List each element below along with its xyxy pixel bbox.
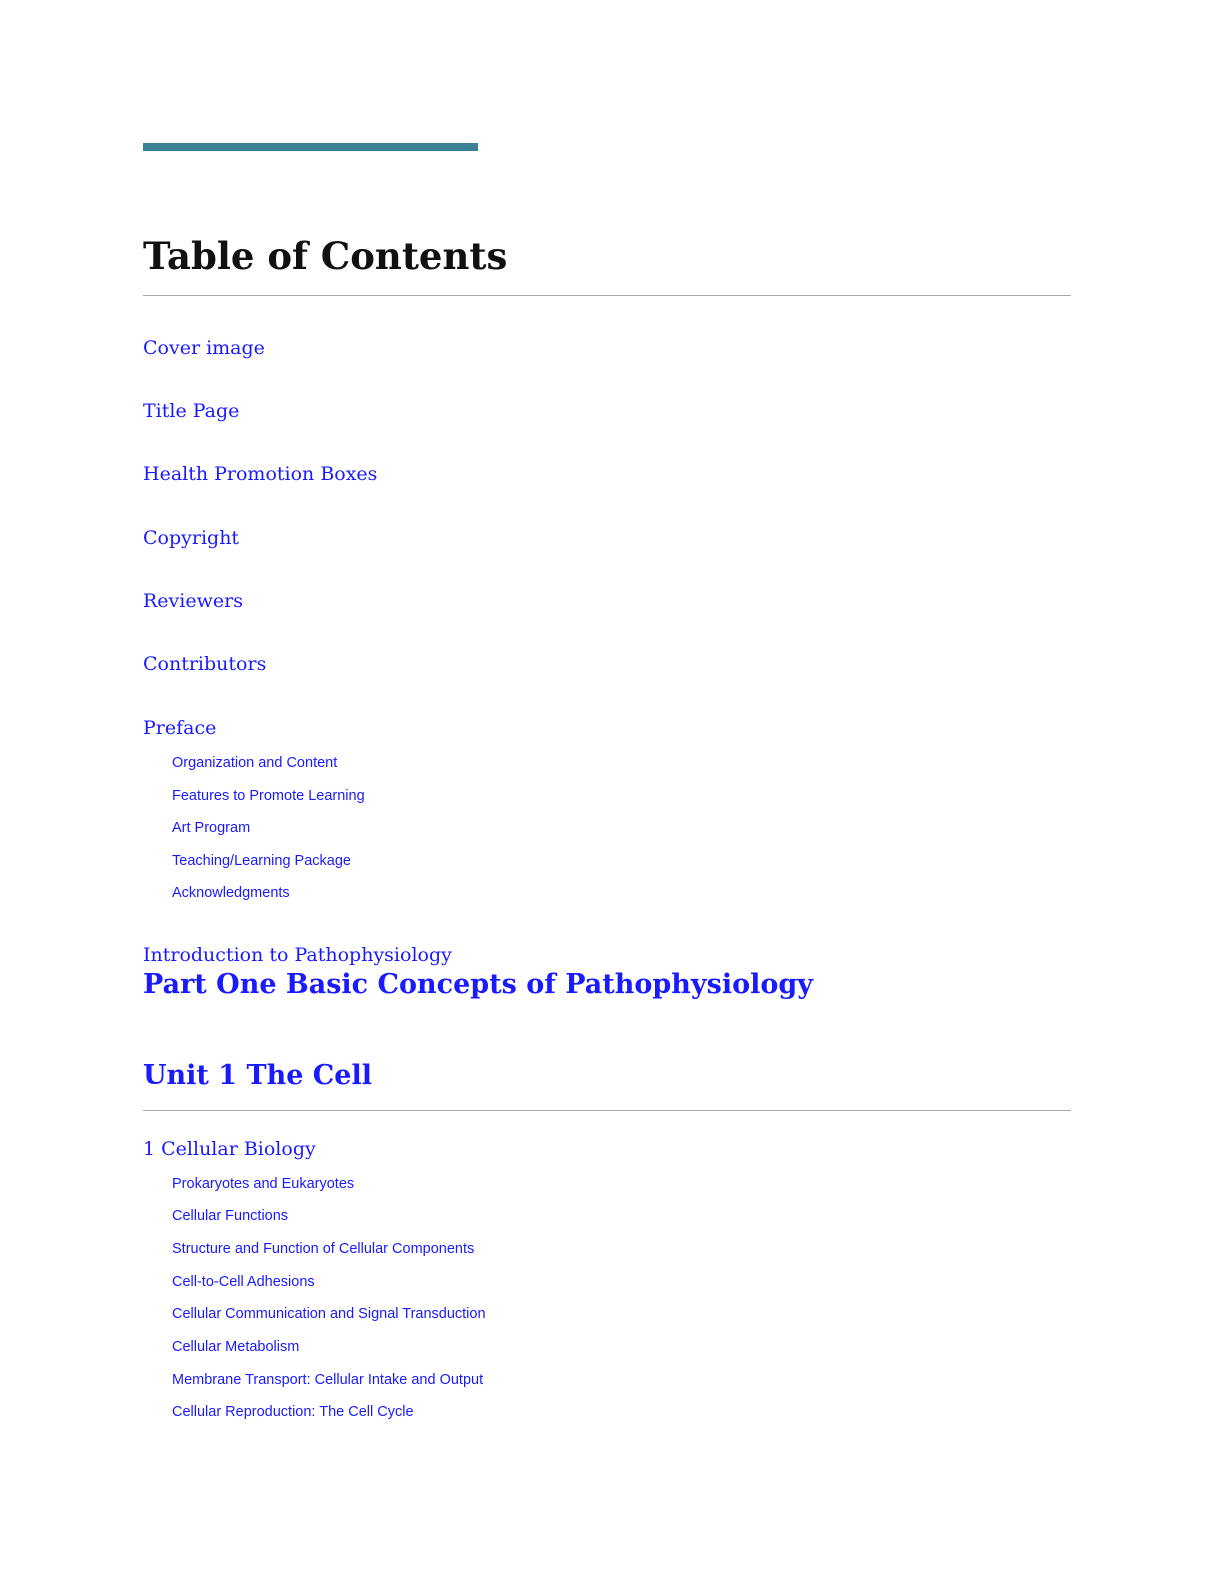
toc-link-reviewers[interactable]: Reviewers (143, 590, 243, 612)
toc-link-unit-1[interactable]: Unit 1 The Cell (143, 1060, 372, 1091)
toc-sublink-acknowledgments[interactable]: Acknowledgments (172, 885, 290, 901)
toc-link-chapter-1[interactable]: 1 Cellular Biology (143, 1138, 316, 1160)
toc-link-cover-image[interactable]: Cover image (143, 337, 265, 359)
toc-sublink-features-to-promote-learning[interactable]: Features to Promote Learning (172, 788, 365, 804)
accent-bar (143, 143, 478, 151)
toc-sublink-art-program[interactable]: Art Program (172, 820, 251, 836)
toc-link-introduction[interactable]: Introduction to Pathophysiology (143, 944, 452, 966)
toc-sublink-prokaryotes-and-eukaryotes[interactable]: Prokaryotes and Eukaryotes (172, 1176, 355, 1192)
toc-sublink-organization-and-content[interactable]: Organization and Content (172, 755, 338, 771)
toc-link-title-page[interactable]: Title Page (143, 400, 240, 422)
toc-link-copyright[interactable]: Copyright (143, 527, 240, 549)
toc-sublink-cellular-metabolism[interactable]: Cellular Metabolism (172, 1339, 300, 1355)
toc-sublink-teaching-learning-package[interactable]: Teaching/Learning Package (172, 853, 351, 869)
toc-sublink-cellular-communication[interactable]: Cellular Communication and Signal Transduction (172, 1306, 486, 1322)
title-divider (143, 295, 1071, 296)
toc-sublink-cell-to-cell-adhesions[interactable]: Cell-to-Cell Adhesions (172, 1274, 315, 1290)
toc-sublink-structure-and-function[interactable]: Structure and Function of Cellular Components (172, 1241, 475, 1257)
toc-link-part-one[interactable]: Part One Basic Concepts of Pathophysiology (143, 969, 813, 1000)
toc-sublink-cellular-reproduction[interactable]: Cellular Reproduction: The Cell Cycle (172, 1404, 414, 1420)
toc-link-health-promotion-boxes[interactable]: Health Promotion Boxes (143, 463, 378, 485)
toc-sublink-membrane-transport[interactable]: Membrane Transport: Cellular Intake and Output (172, 1372, 484, 1388)
unit-divider (143, 1110, 1071, 1111)
page-title: Table of Contents (143, 234, 508, 278)
toc-sublink-cellular-functions[interactable]: Cellular Functions (172, 1208, 289, 1224)
toc-link-preface[interactable]: Preface (143, 717, 217, 739)
toc-link-contributors[interactable]: Contributors (143, 653, 267, 675)
